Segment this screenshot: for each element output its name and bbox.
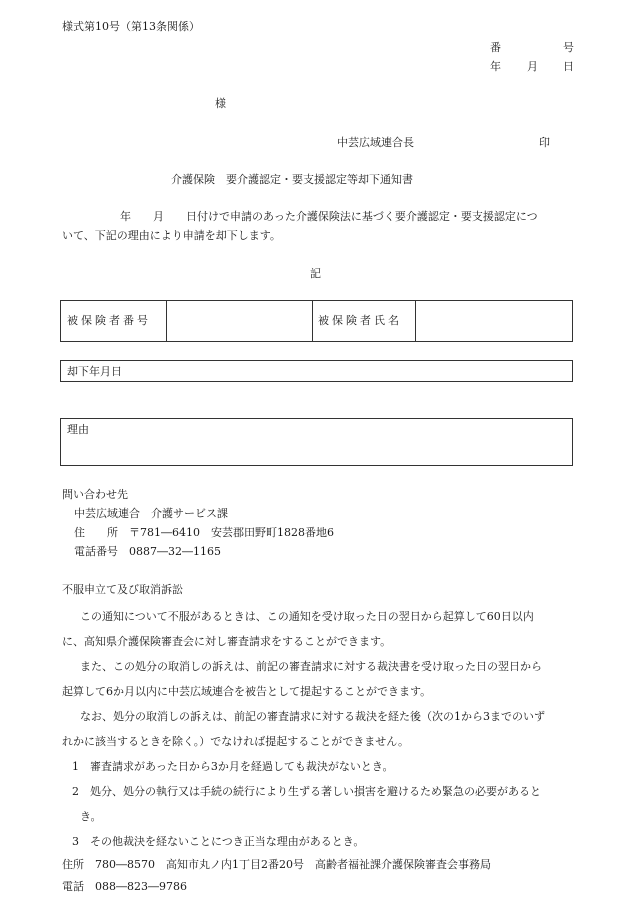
appeal-p2-line-1: また、この処分の取消しの訴えは、前記の審査請求に対する裁決書を受け取った日の翌日から xyxy=(80,660,542,673)
reason-label: 理由 xyxy=(67,423,89,436)
table-divider xyxy=(415,301,416,341)
number-suffix: 号 xyxy=(563,41,574,54)
appeal-item-2-line-1: 2 処分、処分の執行又は手続の続行により生ずる著しい損害を避けるため緊急の必要があると xyxy=(72,785,541,798)
reason-box xyxy=(60,418,573,466)
footer-phone: 電話 088―823―9786 xyxy=(62,880,187,893)
table-divider xyxy=(166,301,167,341)
date-year: 年 xyxy=(490,60,501,73)
rejection-date-label: 却下年月日 xyxy=(67,365,122,378)
insured-info-table xyxy=(60,300,573,342)
seal-mark: 印 xyxy=(539,136,550,149)
contact-org: 中芸広域連合 介護サービス課 xyxy=(74,507,228,520)
insured-number-label: 被保険者番号 xyxy=(67,314,151,328)
form-number: 様式第10号（第13条関係） xyxy=(62,20,200,33)
document-title: 介護保険 要介護認定・要支援認定等却下通知書 xyxy=(171,173,413,186)
intro-line-2: いて、下記の理由により申請を却下します。 xyxy=(62,229,281,242)
sender-name: 中芸広域連合長 xyxy=(337,136,414,149)
ki-label: 記 xyxy=(310,267,321,280)
appeal-item-2-line-2: き。 xyxy=(80,810,102,823)
contact-heading: 問い合わせ先 xyxy=(62,488,128,501)
insured-name-label: 被保険者氏名 xyxy=(318,314,402,328)
appeal-p2-line-2: 起算して6か月以内に中芸広域連合を被告として提起することができます。 xyxy=(62,685,432,698)
date-day: 日 xyxy=(563,60,574,73)
contact-phone: 電話番号 0887―32―1165 xyxy=(74,545,221,558)
number-label: 番 xyxy=(490,41,501,54)
appeal-p3-line-1: なお、処分の取消しの訴えは、前記の審査請求に対する裁決を経た後（次の1から3までのいず xyxy=(80,710,545,723)
intro-line-1: 年 月 日付けで申請のあった介護保険法に基づく要介護認定・要支援認定につ xyxy=(120,210,538,223)
table-divider xyxy=(312,301,313,341)
rejection-date-box xyxy=(60,360,573,382)
appeal-p3-line-2: れかに該当するときを除く。）でなければ提起することができません。 xyxy=(62,735,409,748)
appeal-item-3: 3 その他裁決を経ないことにつき正当な理由があるとき。 xyxy=(72,835,365,848)
date-month: 月 xyxy=(527,60,538,73)
footer-address: 住所 780―8570 高知市丸ノ内1丁目2番20号 高齢者福祉課介護保険審査会事務局 xyxy=(62,858,491,871)
appeal-p1-line-2: に、高知県介護保険審査会に対し審査請求をすることができます。 xyxy=(62,635,392,648)
appeal-p1-line-1: この通知について不服があるときは、この通知を受け取った日の翌日から起算して60日以内 xyxy=(80,610,534,623)
contact-address: 住 所 〒781―6410 安芸郡田野町1828番地6 xyxy=(74,526,334,539)
appeal-heading: 不服申立て及び取消訴訟 xyxy=(62,583,183,596)
addressee-honorific: 様 xyxy=(215,97,226,110)
appeal-item-1: 1 審査請求があった日から3か月を経過しても裁決がないとき。 xyxy=(72,760,394,773)
